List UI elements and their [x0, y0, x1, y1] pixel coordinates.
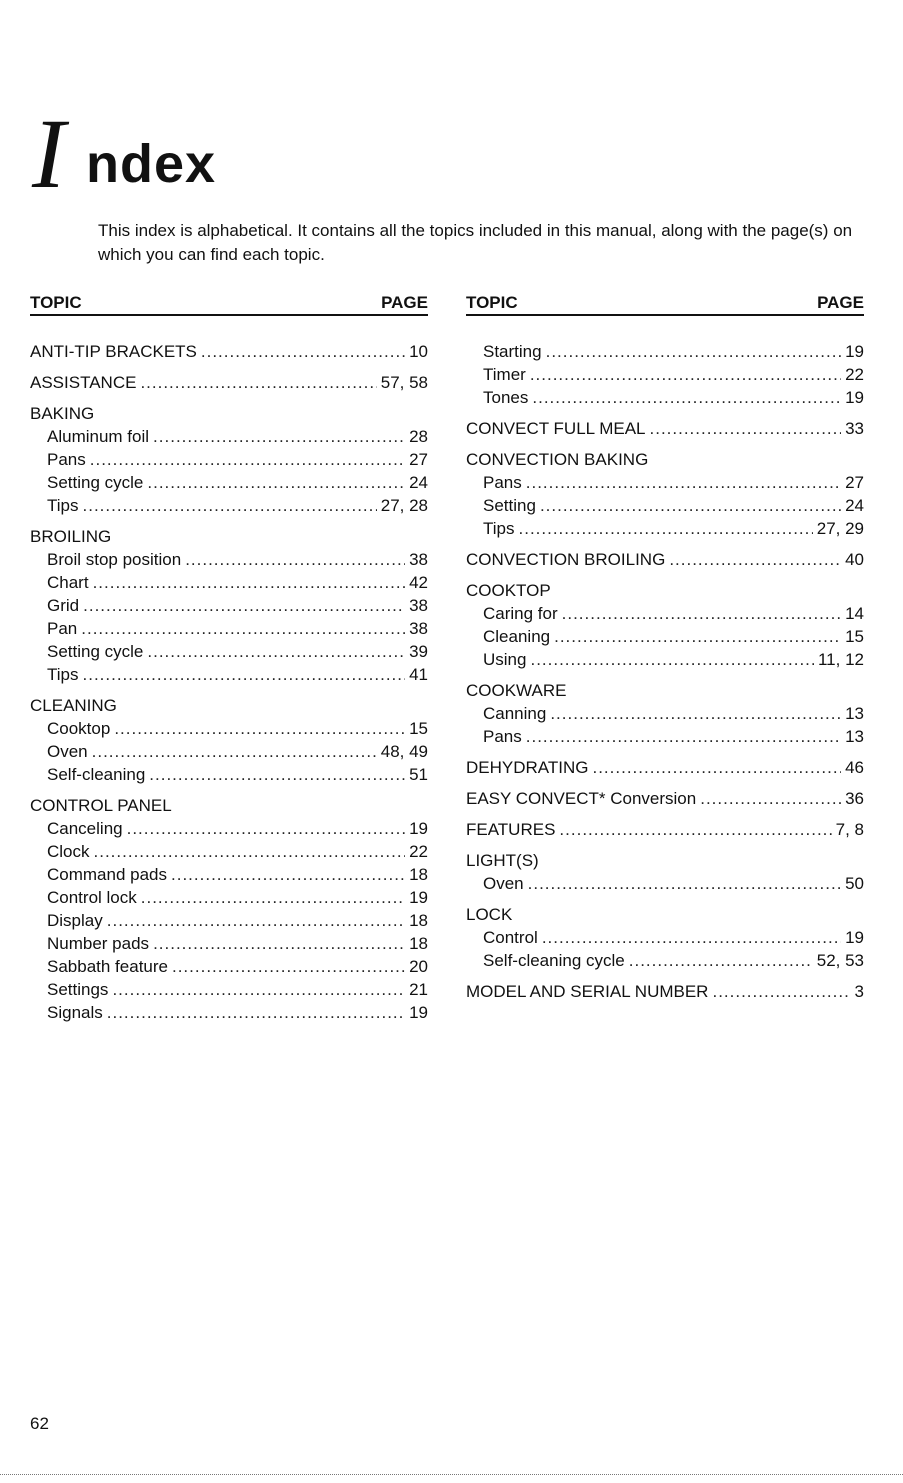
entry-topic: Using — [483, 650, 527, 669]
entry-topic: Control lock — [47, 888, 137, 907]
index-entry — [30, 763, 428, 786]
index-entry — [30, 640, 428, 663]
dot-leader — [700, 787, 841, 810]
entry-topic: MODEL AND SERIAL NUMBER — [466, 982, 709, 1001]
dot-leader — [153, 932, 405, 955]
entry-page: 52, 53 — [816, 951, 864, 970]
dot-leader — [519, 517, 813, 540]
index-entry — [466, 471, 864, 494]
dot-leader — [147, 471, 405, 494]
entry-page: 48, 49 — [380, 742, 428, 761]
dot-leader — [90, 448, 405, 471]
entry-topic: Cooktop — [47, 719, 111, 738]
index-entry — [30, 978, 428, 1001]
entry-topic: Signals — [47, 1003, 103, 1022]
entry-page: 24 — [409, 473, 428, 492]
dot-leader — [83, 494, 377, 517]
entry-page: 7, 8 — [835, 820, 864, 839]
dot-leader — [185, 548, 405, 571]
entry-page: 50 — [845, 874, 864, 893]
dot-leader — [532, 386, 841, 409]
index-entry — [30, 863, 428, 886]
entry-page: 21 — [409, 980, 428, 999]
entry-topic: Canning — [483, 704, 547, 723]
index-entry — [30, 740, 428, 763]
dot-leader — [107, 1001, 405, 1024]
entry-topic: Caring for — [483, 604, 558, 623]
index-entry — [30, 494, 428, 517]
entry-topic: Settings — [47, 980, 109, 999]
entry-page: 10 — [409, 342, 428, 361]
index-entry — [30, 1001, 428, 1024]
entry-topic: ASSISTANCE — [30, 373, 137, 392]
dot-leader — [550, 702, 841, 725]
dot-leader — [554, 625, 841, 648]
index-entry — [30, 886, 428, 909]
dot-leader — [83, 594, 405, 617]
entry-topic: Tones — [483, 388, 529, 407]
dot-leader — [650, 417, 842, 440]
index-entry — [30, 425, 428, 448]
index-entry — [466, 386, 864, 409]
entry-topic: Starting — [483, 342, 542, 361]
index-entry — [30, 471, 428, 494]
entry-topic: Aluminum foil — [47, 427, 150, 446]
index-entry — [30, 932, 428, 955]
column-header — [30, 292, 428, 316]
entry-topic: Pans — [47, 450, 86, 469]
index-entry — [466, 702, 864, 725]
index-entry — [30, 817, 428, 840]
entry-page: 3 — [854, 982, 864, 1001]
entry-page: 14 — [845, 604, 864, 623]
index-column-left — [30, 292, 428, 1024]
page-number: 62 — [30, 1414, 49, 1433]
entry-topic: Setting — [483, 496, 536, 515]
dot-leader — [149, 763, 405, 786]
index-entry — [466, 548, 864, 571]
entry-topic: Display — [47, 911, 103, 930]
index-column-right — [466, 292, 864, 1003]
dot-leader — [546, 340, 841, 363]
index-entry — [30, 548, 428, 571]
index-entry — [30, 448, 428, 471]
entry-topic: EASY CONVECT* Conversion — [466, 789, 697, 808]
entry-page: 18 — [409, 934, 428, 953]
entry-topic: Pans — [483, 473, 522, 492]
index-heading: CONTROL PANEL — [30, 796, 172, 815]
dot-leader — [526, 725, 841, 748]
entry-page: 46 — [845, 758, 864, 777]
title-remaining-letters: ndex — [86, 134, 217, 194]
entry-topic: Number pads — [47, 934, 150, 953]
entry-topic: CONVECT FULL MEAL — [466, 419, 646, 438]
index-list-left — [30, 340, 428, 1024]
topic-header: TOPIC — [466, 293, 518, 312]
entry-page: 38 — [409, 596, 428, 615]
index-entry — [466, 980, 864, 1003]
entry-page: 28 — [409, 427, 428, 446]
entry-topic: Setting cycle — [47, 642, 144, 661]
index-entry — [466, 494, 864, 517]
index-entry — [466, 787, 864, 810]
entry-page: 15 — [845, 627, 864, 646]
entry-page: 41 — [409, 665, 428, 684]
entry-topic: Command pads — [47, 865, 168, 884]
dot-leader — [93, 571, 406, 594]
index-entry — [466, 602, 864, 625]
entry-topic: Oven — [47, 742, 88, 761]
dot-leader — [172, 955, 405, 978]
index-entry — [466, 340, 864, 363]
entry-topic: Self-cleaning — [47, 765, 146, 784]
entry-topic: Chart — [47, 573, 89, 592]
index-entry — [466, 756, 864, 779]
dot-leader — [83, 663, 406, 686]
dot-leader — [141, 886, 405, 909]
entry-page: 19 — [409, 819, 428, 838]
index-entry — [30, 571, 428, 594]
index-heading: LOCK — [466, 905, 513, 924]
index-entry — [30, 909, 428, 932]
dot-leader — [171, 863, 405, 886]
index-entry — [466, 872, 864, 895]
dot-leader — [562, 602, 841, 625]
entry-page: 19 — [409, 888, 428, 907]
title-initial-letter: I — [32, 98, 64, 209]
index-heading: COOKTOP — [466, 581, 551, 600]
entry-topic: CONVECTION BROILING — [466, 550, 666, 569]
entry-topic: Pan — [47, 619, 78, 638]
entry-page: 22 — [845, 365, 864, 384]
index-entry — [466, 363, 864, 386]
entry-topic: Broil stop position — [47, 550, 182, 569]
index-entry — [30, 663, 428, 686]
dot-leader — [147, 640, 405, 663]
entry-topic: Timer — [483, 365, 526, 384]
entry-page: 36 — [845, 789, 864, 808]
page-header: PAGE — [381, 293, 428, 312]
dot-leader — [114, 717, 405, 740]
dot-leader — [127, 817, 405, 840]
bottom-divider — [0, 1474, 903, 1475]
entry-page: 33 — [845, 419, 864, 438]
entry-page: 19 — [845, 928, 864, 947]
index-heading: CONVECTION BAKING — [466, 450, 649, 469]
dot-leader — [81, 617, 405, 640]
entry-topic: Self-cleaning cycle — [483, 951, 625, 970]
topic-header: TOPIC — [30, 293, 82, 312]
dot-leader — [540, 494, 841, 517]
entry-page: 39 — [409, 642, 428, 661]
entry-page: 11, 12 — [817, 650, 864, 669]
index-entry — [30, 594, 428, 617]
dot-leader — [528, 872, 841, 895]
entry-topic: Setting cycle — [47, 473, 144, 492]
entry-page: 20 — [409, 957, 428, 976]
index-heading: LIGHT(S) — [466, 851, 539, 870]
entry-page: 19 — [845, 388, 864, 407]
index-heading: BAKING — [30, 404, 95, 423]
index-entry — [30, 840, 428, 863]
index-entry — [466, 926, 864, 949]
dot-leader — [526, 471, 841, 494]
entry-topic: Sabbath feature — [47, 957, 168, 976]
dot-leader — [530, 363, 841, 386]
dot-leader — [107, 909, 405, 932]
index-entry — [30, 717, 428, 740]
index-heading: CLEANING — [30, 696, 117, 715]
entry-page: 24 — [845, 496, 864, 515]
entry-page: 57, 58 — [380, 373, 428, 392]
entry-page: 19 — [845, 342, 864, 361]
index-entry — [30, 955, 428, 978]
dot-leader — [94, 840, 406, 863]
dot-leader — [592, 756, 841, 779]
entry-topic: Tips — [47, 665, 79, 684]
dot-leader — [92, 740, 377, 763]
index-heading: COOKWARE — [466, 681, 567, 700]
entry-topic: Tips — [483, 519, 515, 538]
column-header — [466, 292, 864, 316]
entry-page: 18 — [409, 865, 428, 884]
dot-leader — [712, 980, 850, 1003]
entry-page: 27, 29 — [816, 519, 864, 538]
entry-page: 38 — [409, 550, 428, 569]
dot-leader — [629, 949, 813, 972]
entry-page: 13 — [845, 704, 864, 723]
index-entry — [30, 340, 428, 363]
dot-leader — [559, 818, 831, 841]
entry-topic: DEHYDRATING — [466, 758, 589, 777]
index-entry — [466, 725, 864, 748]
intro-paragraph: This index is alphabetical. It contains all the topics included in this manual, along with the page(s) on which you can find each topic. — [98, 221, 853, 264]
index-list-right — [466, 340, 864, 1003]
entry-topic: Tips — [47, 496, 79, 515]
dot-leader — [201, 340, 405, 363]
dot-leader — [669, 548, 841, 571]
entry-topic: Pans — [483, 727, 522, 746]
entry-topic: Canceling — [47, 819, 123, 838]
index-entry — [30, 617, 428, 640]
entry-page: 27, 28 — [380, 496, 428, 515]
entry-page: 27 — [845, 473, 864, 492]
entry-topic: Oven — [483, 874, 524, 893]
entry-page: 51 — [409, 765, 428, 784]
index-entry — [466, 517, 864, 540]
entry-topic: Clock — [47, 842, 90, 861]
entry-topic: Control — [483, 928, 538, 947]
entry-topic: Grid — [47, 596, 80, 615]
entry-topic: FEATURES — [466, 820, 556, 839]
entry-page: 40 — [845, 550, 864, 569]
page-header: PAGE — [817, 293, 864, 312]
dot-leader — [153, 425, 405, 448]
entry-page: 15 — [409, 719, 428, 738]
entry-page: 13 — [845, 727, 864, 746]
index-entry — [466, 818, 864, 841]
entry-page: 18 — [409, 911, 428, 930]
index-heading: BROILING — [30, 527, 112, 546]
entry-page: 42 — [409, 573, 428, 592]
index-entry — [30, 371, 428, 394]
dot-leader — [542, 926, 841, 949]
entry-topic: Cleaning — [483, 627, 551, 646]
entry-page: 27 — [409, 450, 428, 469]
entry-page: 38 — [409, 619, 428, 638]
dot-leader — [112, 978, 405, 1001]
dot-leader — [140, 371, 376, 394]
entry-page: 19 — [409, 1003, 428, 1022]
entry-topic: ANTI-TIP BRACKETS — [30, 342, 197, 361]
index-entry — [466, 625, 864, 648]
index-entry — [466, 648, 864, 671]
index-entry — [466, 417, 864, 440]
entry-page: 22 — [409, 842, 428, 861]
dot-leader — [530, 648, 814, 671]
index-entry — [466, 949, 864, 972]
